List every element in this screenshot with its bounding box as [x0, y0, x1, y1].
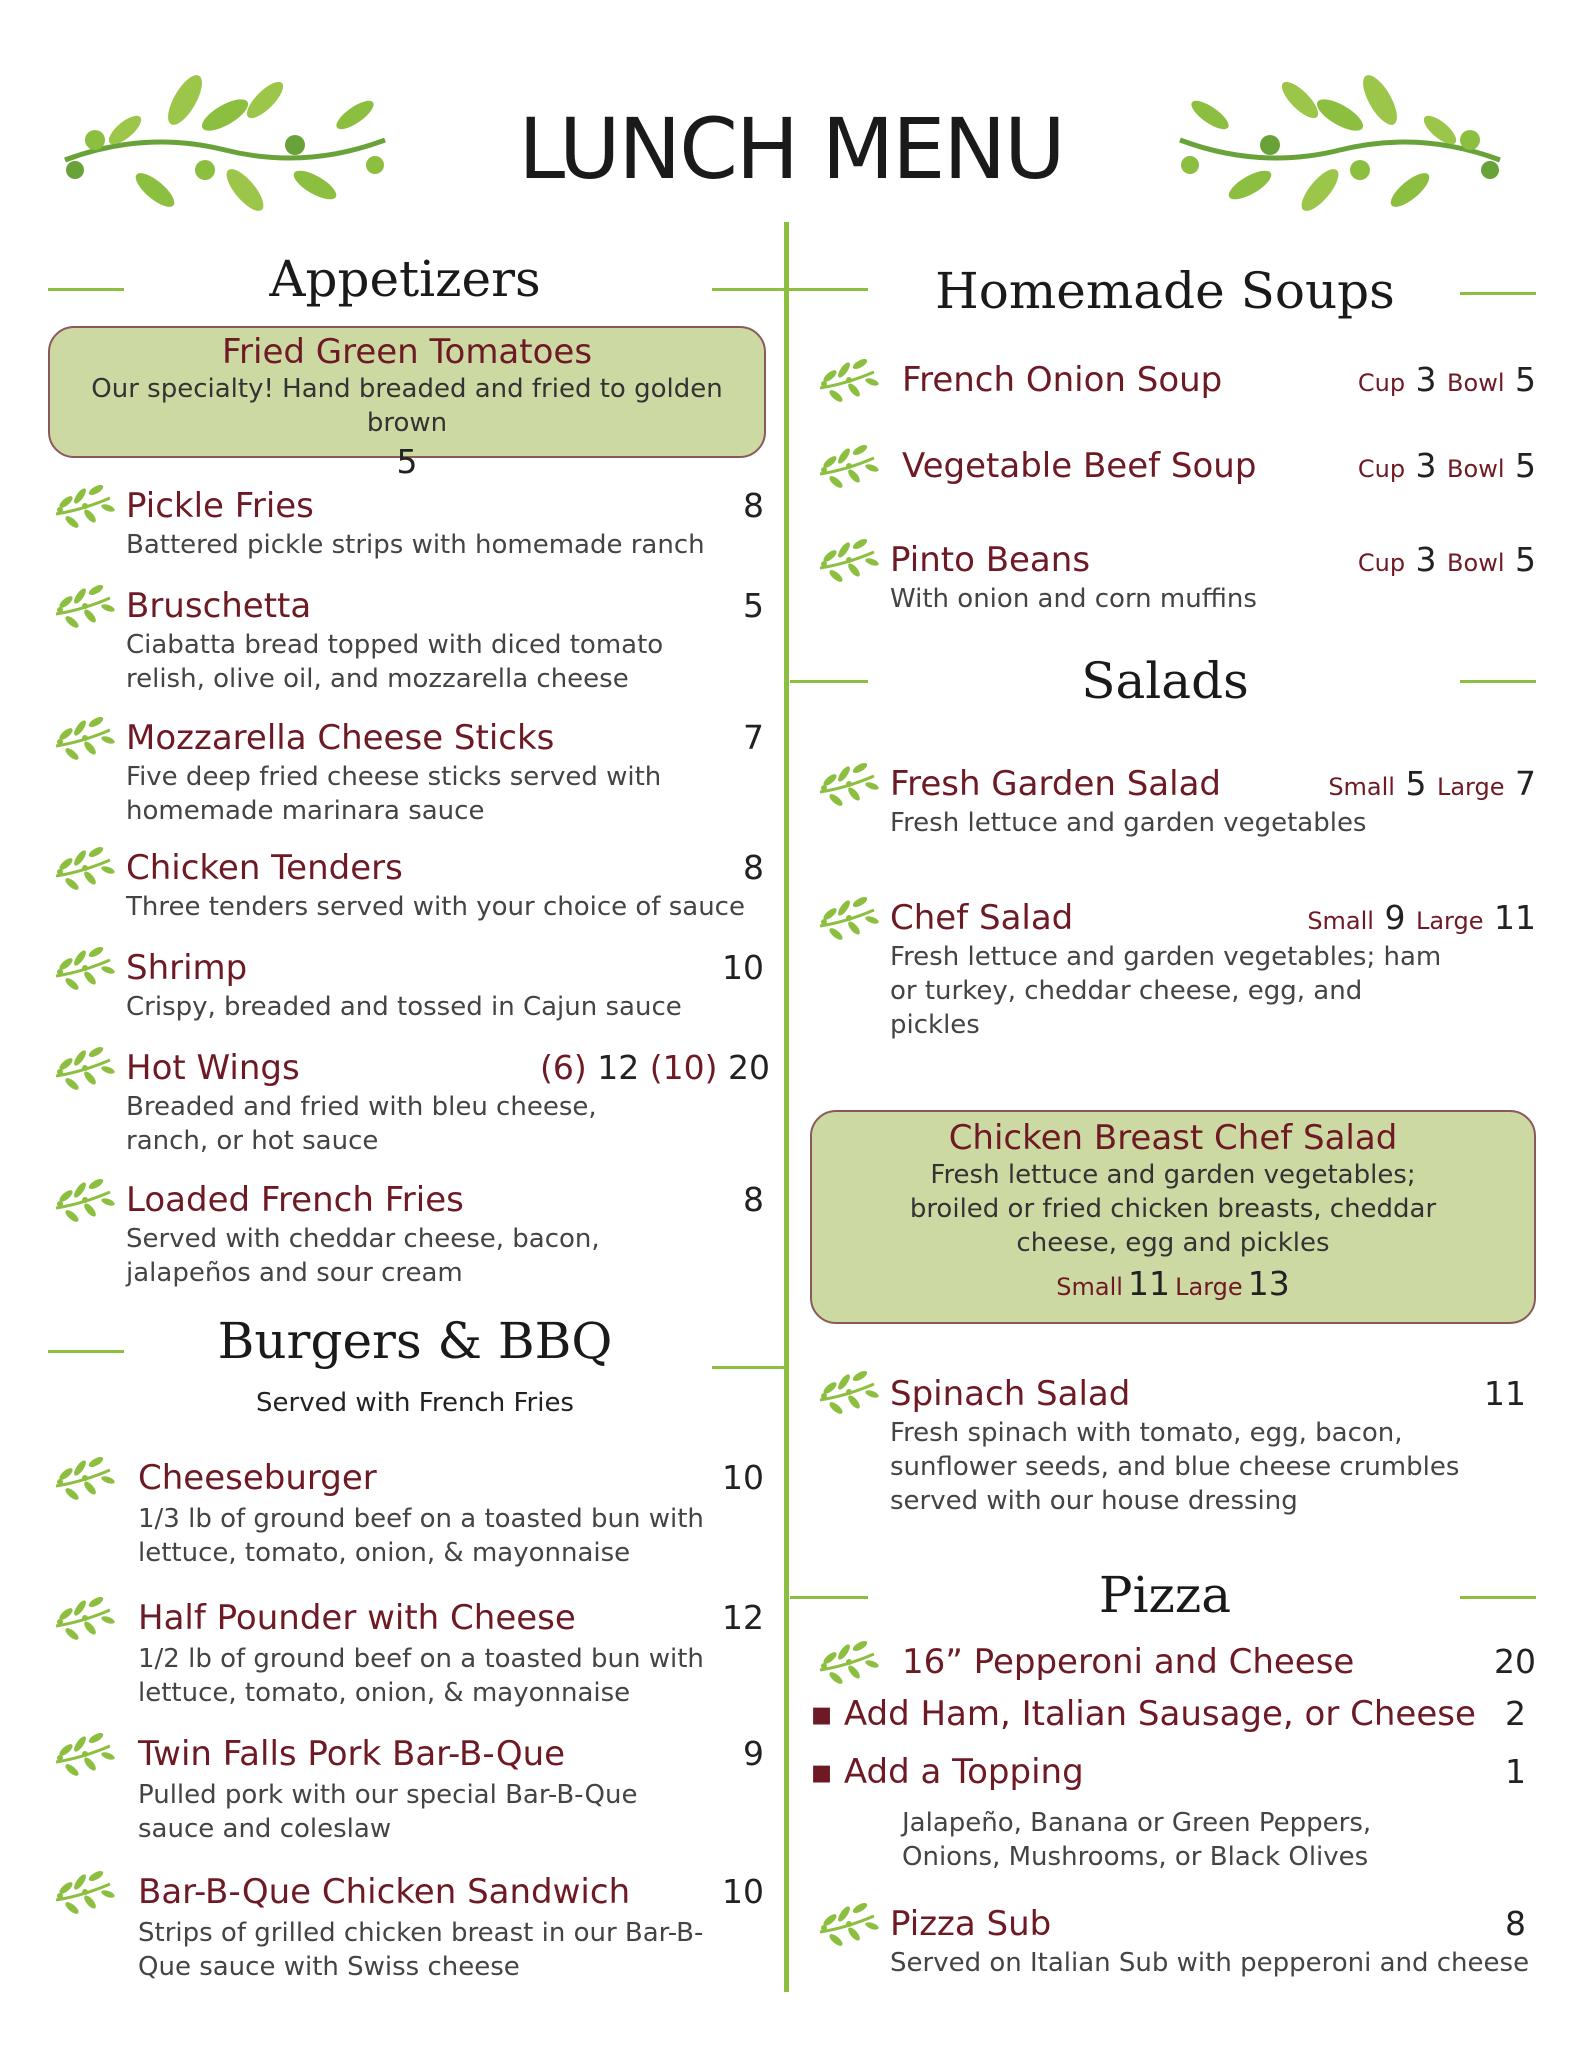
large-price: 7: [1515, 764, 1536, 803]
item-price: [1300, 360, 1536, 399]
bowl-price: 5: [1515, 540, 1536, 579]
sprig-icon: [52, 1596, 116, 1640]
item-name: French Onion Soup: [902, 360, 1223, 400]
sprig-icon: [816, 538, 880, 582]
item-price: 8: [743, 848, 764, 887]
large-label: Large: [1175, 1273, 1243, 1301]
sprig-icon: [52, 584, 116, 628]
wing-count-large: (10): [649, 1048, 718, 1087]
small-price: 5: [1405, 764, 1427, 803]
item-name: Half Pounder with Cheese: [138, 1598, 576, 1638]
small-price: 9: [1384, 898, 1406, 937]
item-price: [1300, 540, 1536, 579]
item-price: [1300, 446, 1536, 485]
small-label: Small: [1328, 773, 1395, 801]
sprig-icon: [816, 1370, 880, 1414]
section-rule: [1460, 292, 1536, 295]
item-desc: 1/2 lb of ground beef on a toasted bun with lettuce, tomato, onion, & mayonnaise: [138, 1644, 704, 1708]
wing-price-small: 12: [597, 1048, 640, 1087]
sprig-icon: [816, 896, 880, 940]
addon-label: Add Ham, Italian Sausage, or Cheese: [843, 1694, 1476, 1734]
feature-price: 5: [396, 442, 418, 481]
center-divider: [784, 222, 789, 1992]
item-name: Shrimp: [126, 948, 248, 988]
addon-desc: Jalapeño, Banana or Green Peppers, Onions, Mushrooms, or Black Olives: [902, 1808, 1372, 1872]
large-price: 13: [1247, 1264, 1290, 1303]
sprig-icon: [52, 946, 116, 990]
item-price: 8: [743, 1180, 764, 1219]
feature-desc: Fresh lettuce and garden vegetables; broiled or fried chicken breasts, cheddar cheese, egg and pickles: [909, 1160, 1437, 1258]
item-desc: Fresh lettuce and garden vegetables: [890, 808, 1367, 838]
burgers-heading: Burgers & BBQ: [217, 1312, 613, 1370]
item-name: Hot Wings: [126, 1048, 300, 1088]
page-title: LUNCH MENU: [518, 100, 1064, 198]
sprig-icon: [816, 762, 880, 806]
item-desc: Battered pickle strips with homemade ranch: [126, 530, 705, 560]
large-price: 11: [1494, 898, 1536, 937]
bowl-label: Bowl: [1447, 549, 1505, 577]
bowl-price: 5: [1515, 446, 1536, 485]
item-desc: Pulled pork with our special Bar-B-Que sauce and coleslaw: [138, 1780, 638, 1844]
bullet-icon: ▪: [810, 1694, 844, 1734]
item-price: 11: [1484, 1374, 1526, 1413]
item-desc: Crispy, breaded and tossed in Cajun sauce: [126, 992, 682, 1022]
sprig-icon: [816, 358, 880, 402]
item-desc: Ciabatta bread topped with diced tomato relish, olive oil, and mozzarella cheese: [126, 630, 664, 694]
cup-price: 3: [1415, 446, 1437, 485]
soups-heading: Homemade Soups: [935, 262, 1395, 320]
section-rule: [1460, 680, 1536, 683]
section-rule: [790, 288, 868, 291]
item-name: Chef Salad: [890, 898, 1074, 938]
sprig-icon: [816, 1902, 880, 1946]
section-rule: [48, 288, 124, 291]
section-rule: [712, 1366, 786, 1369]
feature-price: [812, 1264, 1534, 1303]
cup-label: Cup: [1357, 455, 1406, 483]
sprig-icon: [52, 484, 116, 528]
sprig-icon: [52, 1456, 116, 1500]
sprig-icon: [52, 716, 116, 760]
item-name: Vegetable Beef Soup: [902, 446, 1257, 486]
feature-name: Chicken Breast Chef Salad: [948, 1118, 1398, 1158]
small-price: 11: [1128, 1264, 1171, 1303]
section-rule: [790, 1596, 868, 1599]
large-label: Large: [1415, 907, 1484, 935]
item-desc: Served with cheddar cheese, bacon, jalapeños and sour cream: [126, 1224, 600, 1288]
item-desc: Strips of grilled chicken breast in our Bar-B-Que sauce with Swiss cheese: [138, 1918, 704, 1982]
bowl-price: 5: [1515, 360, 1536, 399]
item-name: Fresh Garden Salad: [890, 764, 1222, 804]
large-label: Large: [1436, 773, 1505, 801]
appetizers-heading: Appetizers: [269, 250, 541, 308]
item-name: Pinto Beans: [890, 540, 1091, 580]
item-price: [1280, 898, 1536, 937]
salads-heading: Salads: [1081, 652, 1249, 710]
item-desc: Three tenders served with your choice of sauce: [126, 892, 745, 922]
sprig-icon: [52, 1178, 116, 1222]
sprig-icon: [816, 1640, 880, 1684]
item-name: Twin Falls Pork Bar-B-Que: [138, 1734, 566, 1774]
item-name: Pickle Fries: [126, 486, 314, 526]
wing-count-small: (6): [540, 1048, 587, 1087]
small-label: Small: [1056, 1273, 1123, 1301]
item-price: [540, 1048, 770, 1087]
item-price: 8: [743, 486, 764, 525]
item-price: 12: [722, 1598, 764, 1637]
item-desc: With onion and corn muffins: [890, 584, 1257, 614]
item-name: Mozzarella Cheese Sticks: [126, 718, 555, 758]
cup-label: Cup: [1357, 369, 1406, 397]
small-label: Small: [1307, 907, 1374, 935]
item-price: 20: [1494, 1642, 1536, 1681]
item-price: 10: [722, 1872, 764, 1911]
cup-price: 3: [1415, 540, 1437, 579]
addon-price: 1: [1505, 1752, 1526, 1791]
burgers-subheading: Served with French Fries: [256, 1388, 574, 1418]
cup-label: Cup: [1357, 549, 1406, 577]
section-rule: [48, 1350, 124, 1353]
bowl-label: Bowl: [1447, 455, 1505, 483]
item-desc: Fresh lettuce and garden vegetables; ham or turkey, cheddar cheese, egg, and pickles: [890, 942, 1442, 1040]
item-desc: 1/3 lb of ground beef on a toasted bun with lettuce, tomato, onion, & mayonnaise: [138, 1504, 704, 1568]
sprig-icon: [52, 1732, 116, 1776]
addon-price: 2: [1505, 1694, 1526, 1733]
item-name: Bar-B-Que Chicken Sandwich: [138, 1872, 631, 1912]
item-name: Bruschetta: [126, 586, 312, 626]
item-price: 5: [743, 586, 764, 625]
item-desc: Fresh spinach with tomato, egg, bacon, sunflower seeds, and blue cheese crumbles served with our house dressing: [890, 1418, 1460, 1516]
section-rule: [790, 680, 868, 683]
bullet-icon: ▪: [810, 1752, 844, 1792]
cup-price: 3: [1415, 360, 1437, 399]
item-name: 16” Pepperoni and Cheese: [902, 1642, 1355, 1682]
item-name: Loaded French Fries: [126, 1180, 464, 1220]
item-desc: Five deep fried cheese sticks served with homemade marinara sauce: [126, 762, 662, 826]
sprig-icon: [52, 846, 116, 890]
item-name: Spinach Salad: [890, 1374, 1131, 1414]
sprig-icon: [52, 1046, 116, 1090]
pizza-heading: Pizza: [1098, 1566, 1232, 1624]
featured-appetizer: [48, 326, 766, 481]
sprig-icon: [52, 1870, 116, 1914]
sprig-icon: [816, 444, 880, 488]
item-price: [1280, 764, 1536, 803]
item-price: 10: [722, 948, 764, 987]
section-rule: [1460, 1596, 1536, 1599]
featured-salad: [810, 1110, 1536, 1324]
item-name: Cheeseburger: [138, 1458, 377, 1498]
wing-price-large: 20: [728, 1048, 770, 1087]
addon-label: Add a Topping: [843, 1752, 1084, 1792]
feature-name: Fried Green Tomatoes: [221, 332, 593, 372]
feature-desc: Our specialty! Hand breaded and fried to golden brown: [91, 374, 723, 438]
item-price: 8: [1505, 1904, 1526, 1943]
bowl-label: Bowl: [1447, 369, 1505, 397]
item-price: 10: [722, 1458, 764, 1497]
item-price: 7: [743, 718, 764, 757]
item-name: Pizza Sub: [890, 1904, 1052, 1944]
item-desc: Served on Italian Sub with pepperoni and cheese: [890, 1948, 1530, 1978]
item-name: Chicken Tenders: [126, 848, 403, 888]
item-price: 9: [743, 1734, 764, 1773]
addon-name: [810, 1694, 1476, 1734]
item-desc: Breaded and fried with bleu cheese, ranch, or hot sauce: [126, 1092, 597, 1156]
addon-name: [810, 1752, 1084, 1792]
